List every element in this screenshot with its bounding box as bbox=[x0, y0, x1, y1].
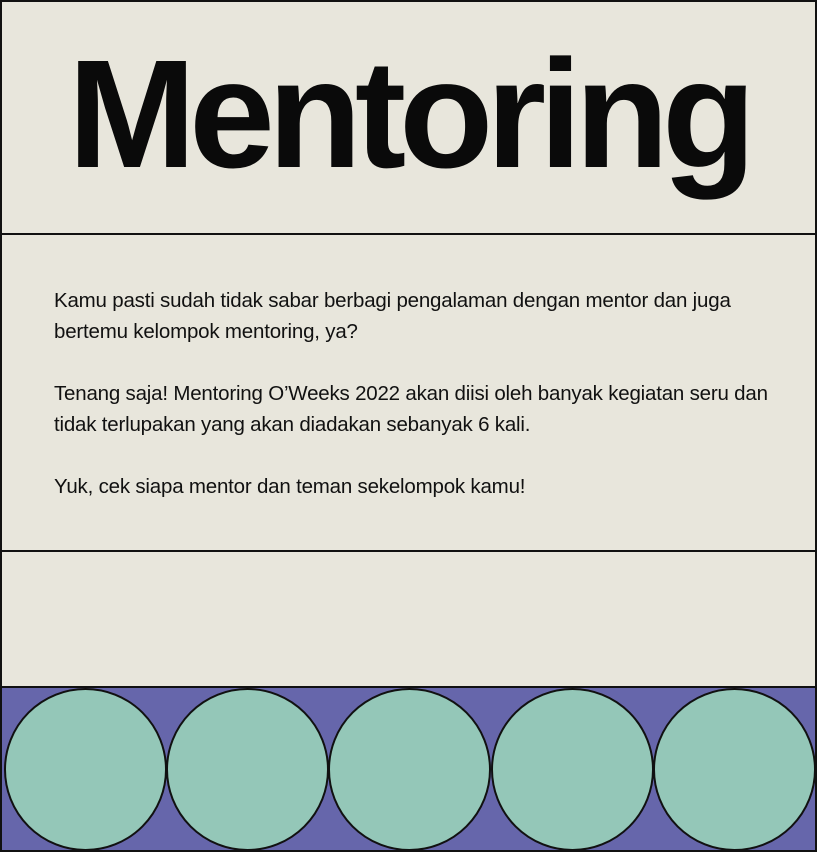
description-section bbox=[2, 237, 815, 552]
circle-shape-4 bbox=[491, 688, 654, 850]
circle-shape-3 bbox=[328, 688, 491, 850]
decorative-circle-band bbox=[2, 688, 815, 850]
intro-paragraph: Kamu pasti sudah tidak sabar berbagi pengalaman dengan mentor dan juga bertemu kelompok mentoring, ya? bbox=[54, 289, 731, 343]
spacer-section bbox=[2, 554, 815, 688]
circle-shape-1 bbox=[4, 688, 167, 850]
circle-shape-5 bbox=[653, 688, 815, 850]
circle-shape-2 bbox=[166, 688, 329, 850]
page-title: Mentoring bbox=[67, 27, 750, 200]
details-paragraph: Tenang saja! Mentoring O’Weeks 2022 akan diisi oleh banyak kegiatan seru dan tidak terlupakan yang akan diadakan sebanyak 6 kali. bbox=[54, 382, 768, 436]
title-section bbox=[2, 2, 815, 235]
call-to-action-paragraph: Yuk, cek siapa mentor dan teman sekelompok kamu! bbox=[54, 475, 526, 498]
